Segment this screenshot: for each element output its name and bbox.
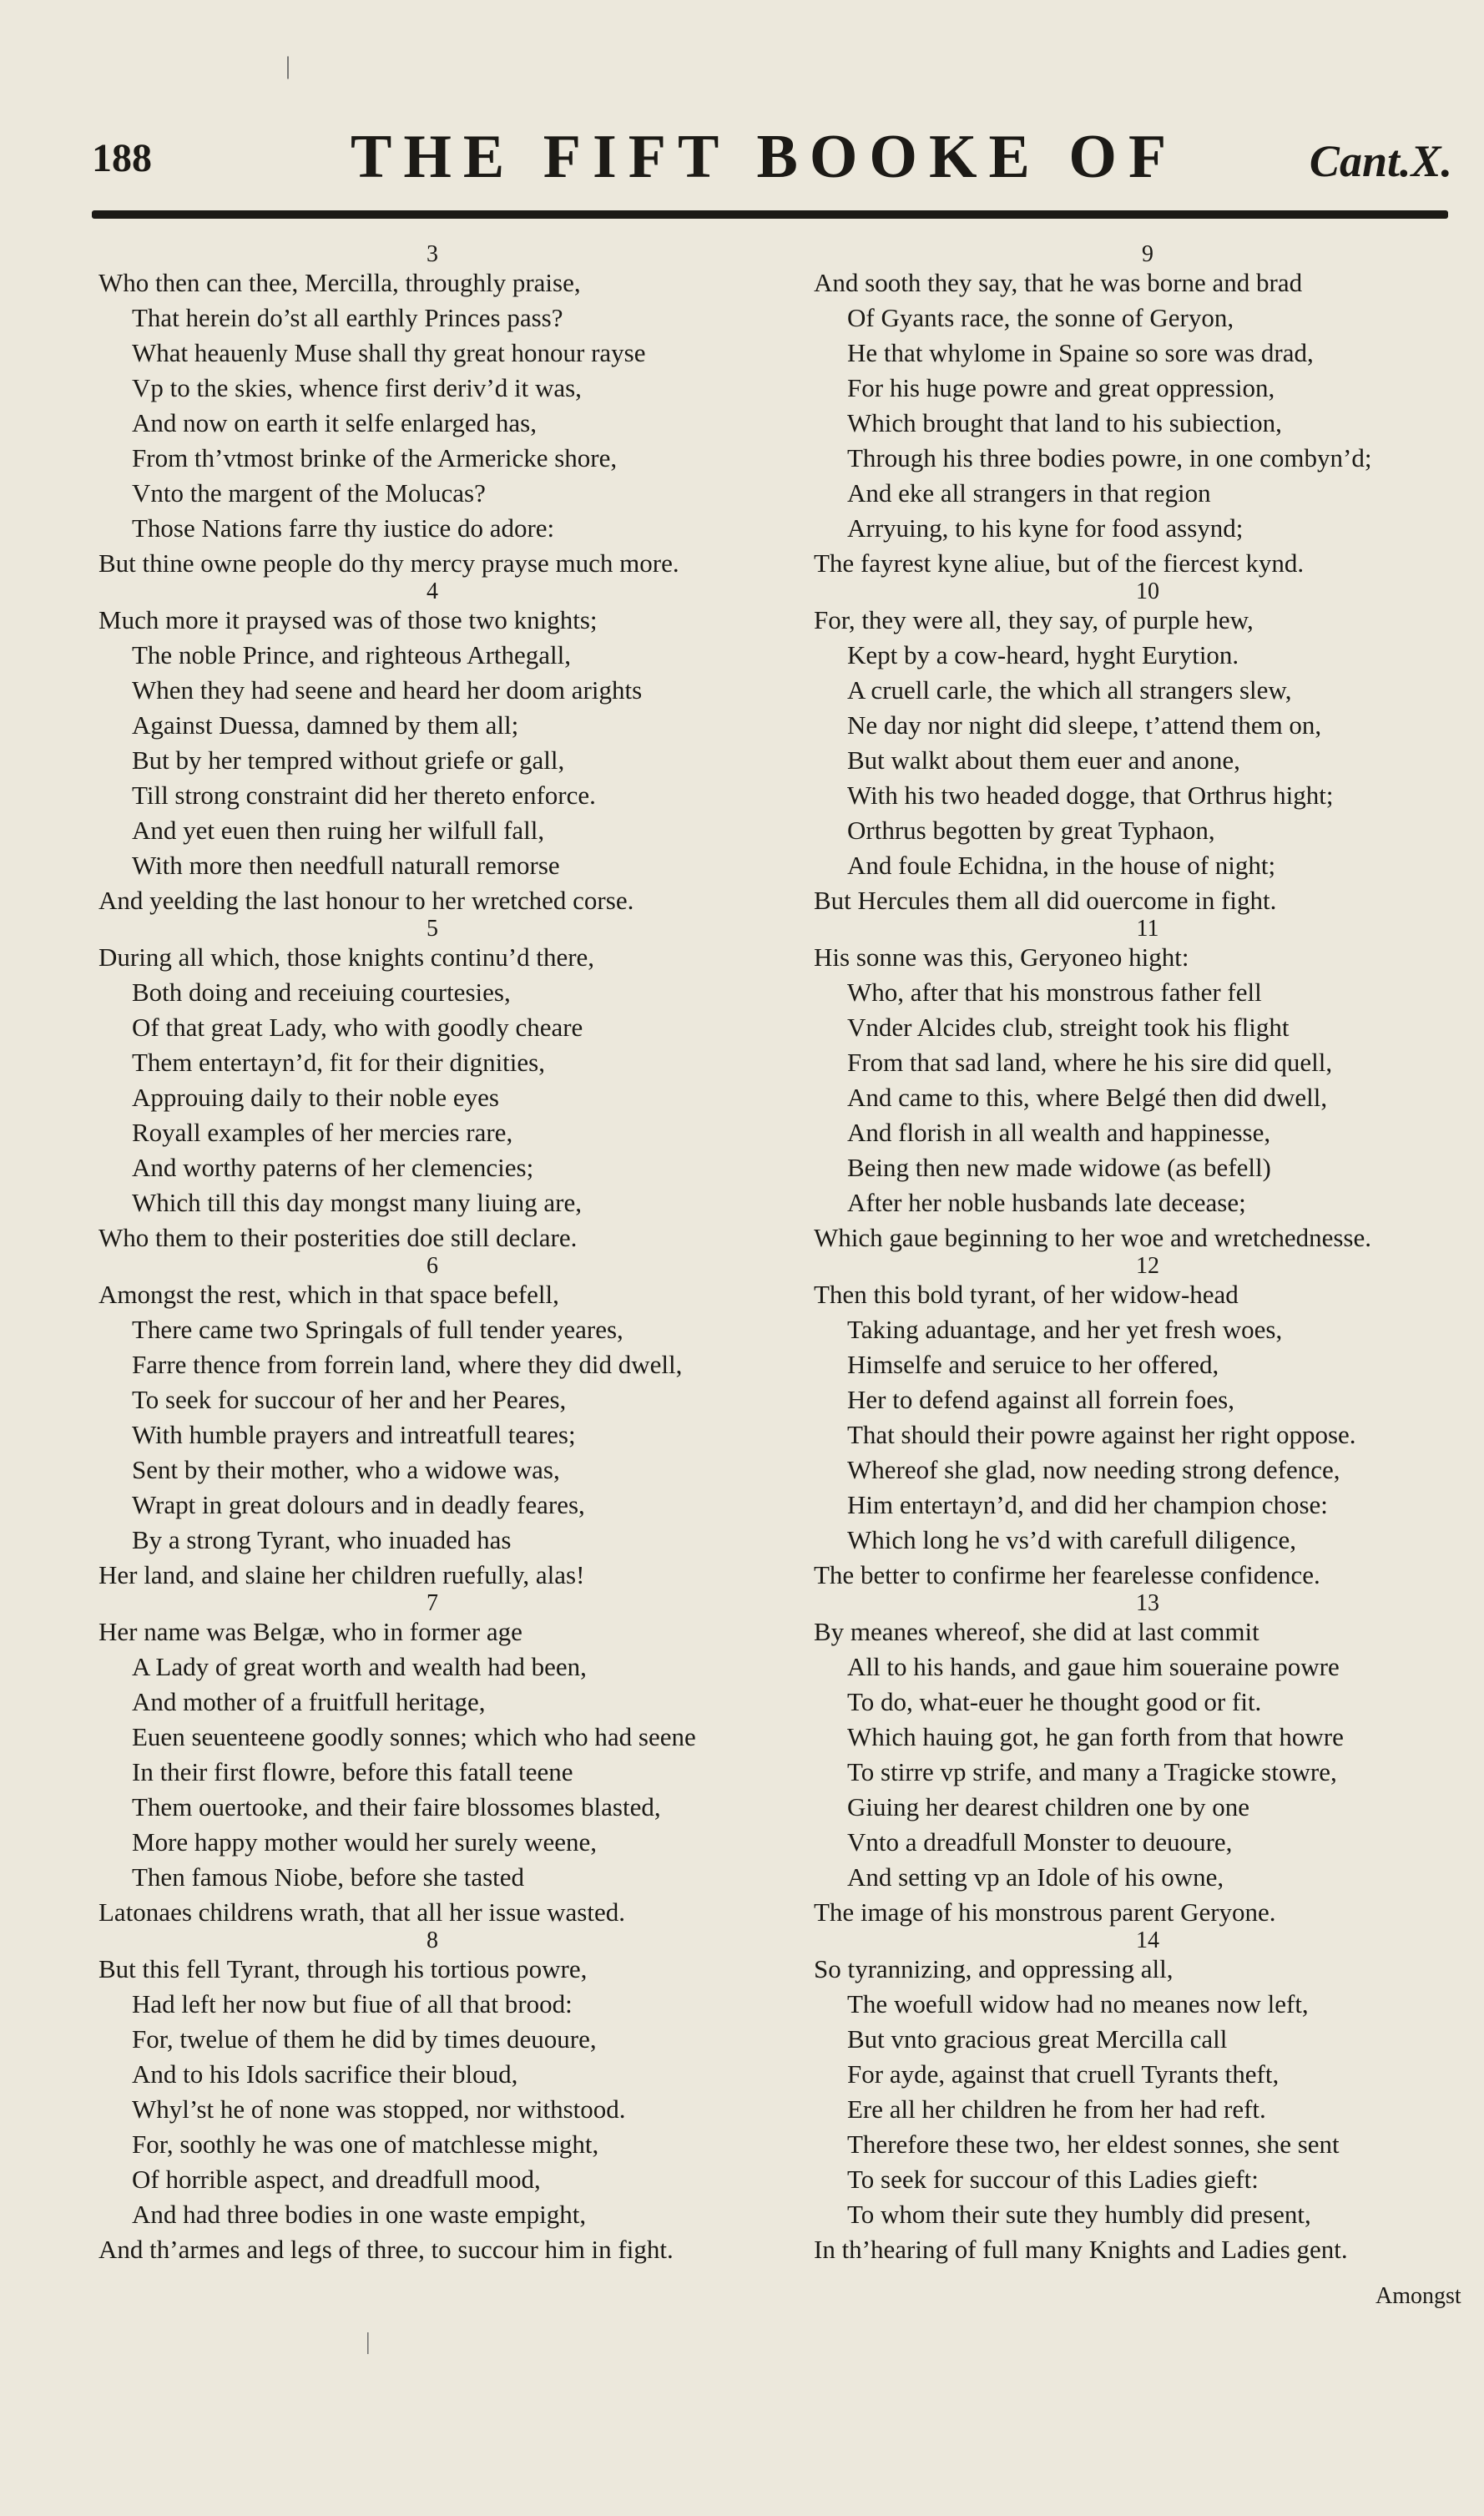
verse-line: Being then new made widowe (as befell)	[847, 1153, 1271, 1182]
verse-line: Her to defend against all forrein foes,	[847, 1385, 1234, 1414]
verse-line: For, soothly he was one of matchlesse might,	[132, 2130, 599, 2159]
verse-line: Approuing daily to their noble eyes	[132, 1083, 499, 1112]
verse-line: With humble prayers and intreatfull teares;	[132, 1420, 576, 1449]
verse-line: With more then needfull naturall remorse	[132, 851, 560, 880]
verse-line: Who them to their posterities doe still declare.	[98, 1223, 578, 1252]
verse-line: Both doing and receiuing courtesies,	[132, 978, 511, 1007]
verse-line: To stirre vp strife, and many a Tragicke stowre,	[847, 1757, 1337, 1786]
verse-line: And now on earth it selfe enlarged has,	[132, 408, 537, 437]
verse-line: Farre thence from forrein land, where they did dwell,	[132, 1350, 683, 1379]
verse-line: And yeelding the last honour to her wretched corse.	[98, 886, 634, 915]
verse-line: But by her tempred without griefe or gall,	[132, 745, 565, 775]
stanza-number: 4	[427, 578, 438, 604]
verse-line: And had three bodies in one waste empight,	[132, 2200, 587, 2229]
verse-line: Orthrus begotten by great Typhaon,	[847, 816, 1215, 845]
verse-line: But Hercules them all did ouercome in fight.	[814, 886, 1277, 915]
stanza	[814, 918, 1481, 1255]
verse-line: Against Duessa, damned by them all;	[132, 710, 519, 740]
canto-label: Cant.X.	[1309, 136, 1452, 186]
stanza-number: 7	[427, 1590, 438, 1616]
stanza-number: 12	[1136, 1253, 1159, 1279]
verse-line: For, twelue of them he did by times deuoure,	[132, 2024, 597, 2054]
verse-line: Much more it praysed was of those two knights;	[98, 605, 598, 634]
verse-line: The image of his monstrous parent Geryone.	[814, 1897, 1276, 1927]
verse-line: Then famous Niobe, before she tasted	[132, 1862, 525, 1892]
verse-line: Taking aduantage, and her yet fresh woes,	[847, 1315, 1283, 1344]
verse-line: More happy mother would her surely weene,	[132, 1827, 597, 1857]
verse-line: Them entertayn’d, fit for their dignities,	[132, 1048, 545, 1077]
stanza-number: 8	[427, 1927, 438, 1953]
verse-line: Sent by their mother, who a widowe was,	[132, 1455, 560, 1484]
stanza	[814, 1590, 1481, 1930]
verse-line: Giuing her dearest children one by one	[847, 1792, 1250, 1821]
verse-line: The fayrest kyne aliue, but of the fiercest kynd.	[814, 548, 1305, 578]
verse-line: And worthy paterns of her clemencies;	[132, 1153, 534, 1182]
verse-line: Euen seuenteene goodly sonnes; which who had seene	[132, 1722, 696, 1751]
verse-line: Of Gyants race, the sonne of Geryon,	[847, 303, 1234, 332]
verse-line: Whereof she glad, now needing strong defence,	[847, 1455, 1340, 1484]
verse-line: By meanes whereof, she did at last commit	[814, 1617, 1259, 1646]
verse-line: When they had seene and heard her doom arights	[132, 675, 643, 705]
verse-line: Latonaes childrens wrath, that all her issue wasted.	[98, 1897, 625, 1927]
verse-line: With his two headed dogge, that Orthrus hight;	[847, 781, 1334, 810]
verse-line: And came to this, where Belgé then did dwell,	[847, 1083, 1328, 1112]
verse-line: The noble Prince, and righteous Arthegall,	[132, 640, 572, 669]
verse-line: His sonne was this, Geryoneo hight:	[814, 942, 1189, 972]
verse-line: To whom their sute they humbly did present,	[847, 2200, 1311, 2229]
stanza	[98, 1590, 766, 1930]
verse-line: For ayde, against that cruell Tyrants theft,	[847, 2059, 1280, 2089]
verse-line: Those Nations farre thy iustice do adore:	[132, 513, 555, 543]
stanza-number: 6	[427, 1253, 438, 1279]
verse-line: Who, after that his monstrous father fell	[847, 978, 1262, 1007]
verse-line: For, they were all, they say, of purple hew,	[814, 605, 1254, 634]
verse-line: Which till this day mongst many liuing are,	[132, 1188, 582, 1217]
verse-line: Therefore these two, her eldest sonnes, she sent	[847, 2130, 1340, 2159]
verse-line: To seek for succour of her and her Peares,	[132, 1385, 567, 1414]
verse-line: Amongst the rest, which in that space befell,	[98, 1280, 559, 1309]
verse-line: After her noble husbands late decease;	[847, 1188, 1246, 1217]
page-header	[83, 117, 1452, 200]
verse-line: A cruell carle, the which all strangers slew,	[847, 675, 1292, 705]
bottom-ink-mark: |	[366, 2329, 371, 2355]
verse-line: That herein do’st all earthly Princes pass?	[132, 303, 563, 332]
verse-line: But vnto gracious great Mercilla call	[847, 2024, 1228, 2054]
verse-line: Then this bold tyrant, of her widow-head	[814, 1280, 1239, 1309]
verse-line: Them ouertooke, and their faire blossomes blasted,	[132, 1792, 661, 1821]
verse-line: And eke all strangers in that region	[847, 478, 1211, 508]
stanza	[98, 1927, 766, 2267]
verse-line: Through his three bodies powre, in one combyn’d;	[847, 443, 1372, 472]
verse-line: But this fell Tyrant, through his tortious powre,	[98, 1954, 588, 1983]
verse-line: To seek for succour of this Ladies gieft:	[847, 2165, 1259, 2194]
verse-line: For his huge powre and great oppression,	[847, 373, 1275, 402]
top-ink-mark: |	[285, 52, 291, 79]
stanza	[98, 918, 766, 1255]
verse-line: And florish in all wealth and happinesse,	[847, 1118, 1271, 1147]
verse-line: From th’vtmost brinke of the Armericke shore,	[132, 443, 618, 472]
verse-line: Which gaue beginning to her woe and wretchednesse.	[814, 1223, 1371, 1252]
verse-line: And th’armes and legs of three, to succour him in fight.	[98, 2235, 674, 2264]
stanza-number: 9	[1142, 241, 1153, 267]
verse-line: Vnto the margent of the Molucas?	[132, 478, 486, 508]
verse-line: All to his hands, and gaue him soueraine powre	[847, 1652, 1340, 1681]
verse-line: There came two Springals of full tender yeares,	[132, 1315, 623, 1344]
verse-line: From that sad land, where he his sire did quell,	[847, 1048, 1333, 1077]
stanza	[814, 578, 1481, 918]
right-column	[814, 241, 1481, 2267]
running-title: THE FIFT BOOKE OF	[351, 123, 1179, 191]
verse-line: Which long he vs’d with carefull diligence,	[847, 1525, 1297, 1554]
stanza	[98, 1255, 766, 1593]
stanza	[814, 241, 1481, 581]
verse-line: Had left her now but fiue of all that brood:	[132, 1989, 573, 2018]
verse-line: And foule Echidna, in the house of night;	[847, 851, 1276, 880]
page-number: 188	[92, 136, 152, 180]
verse-line: Ne day nor night did sleepe, t’attend them on,	[847, 710, 1322, 740]
verse-line: During all which, those knights continu’d there,	[98, 942, 595, 972]
verse-line: Of horrible aspect, and dreadfull mood,	[132, 2165, 541, 2194]
verse-line: What heauenly Muse shall thy great honour rayse	[132, 338, 646, 367]
verse-line: Him entertayn’d, and did her champion chose:	[847, 1490, 1328, 1519]
verse-line: Her land, and slaine her children ruefully, alas!	[98, 1560, 585, 1589]
header-rule	[92, 210, 1448, 219]
verse-line: Royall examples of her mercies rare,	[132, 1118, 513, 1147]
verse-line: Who then can thee, Mercilla, throughly praise,	[98, 268, 581, 297]
stanza-number: 10	[1136, 578, 1159, 604]
verse-line: Which hauing got, he gan forth from that howre	[847, 1722, 1344, 1751]
verse-line: Wrapt in great dolours and in deadly feares,	[132, 1490, 585, 1519]
verse-line: Which brought that land to his subiection,	[847, 408, 1282, 437]
verse-line: And to his Idols sacrifice their bloud,	[132, 2059, 518, 2089]
catchword: Amongst	[1375, 2283, 1461, 2309]
verse-line: And sooth they say, that he was borne and brad	[814, 268, 1303, 297]
verse-line: In their first flowre, before this fatall teene	[132, 1757, 573, 1786]
stanza	[814, 1927, 1481, 2267]
verse-line: The better to confirme her fearelesse confidence.	[814, 1560, 1320, 1589]
verse-line: Vp to the skies, whence first deriv’d it was,	[132, 373, 582, 402]
stanza-number: 5	[427, 916, 438, 942]
stanza	[814, 1255, 1481, 1593]
verse-line: And setting vp an Idole of his owne,	[847, 1862, 1224, 1892]
verse-line: And yet euen then ruing her wilfull fall,	[132, 816, 545, 845]
verse-line: But walkt about them euer and anone,	[847, 745, 1240, 775]
verse-line: So tyrannizing, and oppressing all,	[814, 1954, 1174, 1983]
verse-line: Whyl’st he of none was stopped, nor withstood.	[132, 2094, 626, 2124]
left-column	[98, 241, 766, 2267]
verse-line: Vnto a dreadfull Monster to deuoure,	[847, 1827, 1233, 1857]
stanza-number: 11	[1136, 916, 1159, 942]
stanza-number: 13	[1136, 1590, 1159, 1616]
verse-line: By a strong Tyrant, who inuaded has	[132, 1525, 512, 1554]
stanza-number: 14	[1136, 1927, 1159, 1953]
stanza	[98, 578, 766, 918]
verse-line: To do, what-euer he thought good or fit.	[847, 1687, 1262, 1716]
verse-line: Of that great Lady, who with goodly cheare	[132, 1013, 583, 1042]
verse-line: Kept by a cow-heard, hyght Eurytion.	[847, 640, 1239, 669]
verse-line: Arryuing, to his kyne for food assynd;	[847, 513, 1244, 543]
verse-line: Ere all her children he from her had reft.	[847, 2094, 1266, 2124]
verse-line: He that whylome in Spaine so sore was drad,	[847, 338, 1314, 367]
verse-line: But thine owne people do thy mercy prayse much more.	[98, 548, 679, 578]
verse-line: Her name was Belgæ, who in former age	[98, 1617, 522, 1646]
stanza-number: 3	[427, 241, 438, 267]
verse-line: Vnder Alcides club, streight took his flight	[847, 1013, 1290, 1042]
stanza	[98, 241, 766, 581]
verse-line: In th’hearing of full many Knights and Ladies gent.	[814, 2235, 1348, 2264]
verse-line: That should their powre against her right oppose.	[847, 1420, 1356, 1449]
verse-line: The woefull widow had no meanes now left,	[847, 1989, 1309, 2018]
verse-line: And mother of a fruitfull heritage,	[132, 1687, 486, 1716]
verse-line: A Lady of great worth and wealth had been,	[132, 1652, 587, 1681]
verse-line: Himselfe and seruice to her offered,	[847, 1350, 1219, 1379]
verse-line: Till strong constraint did her thereto enforce.	[132, 781, 596, 810]
